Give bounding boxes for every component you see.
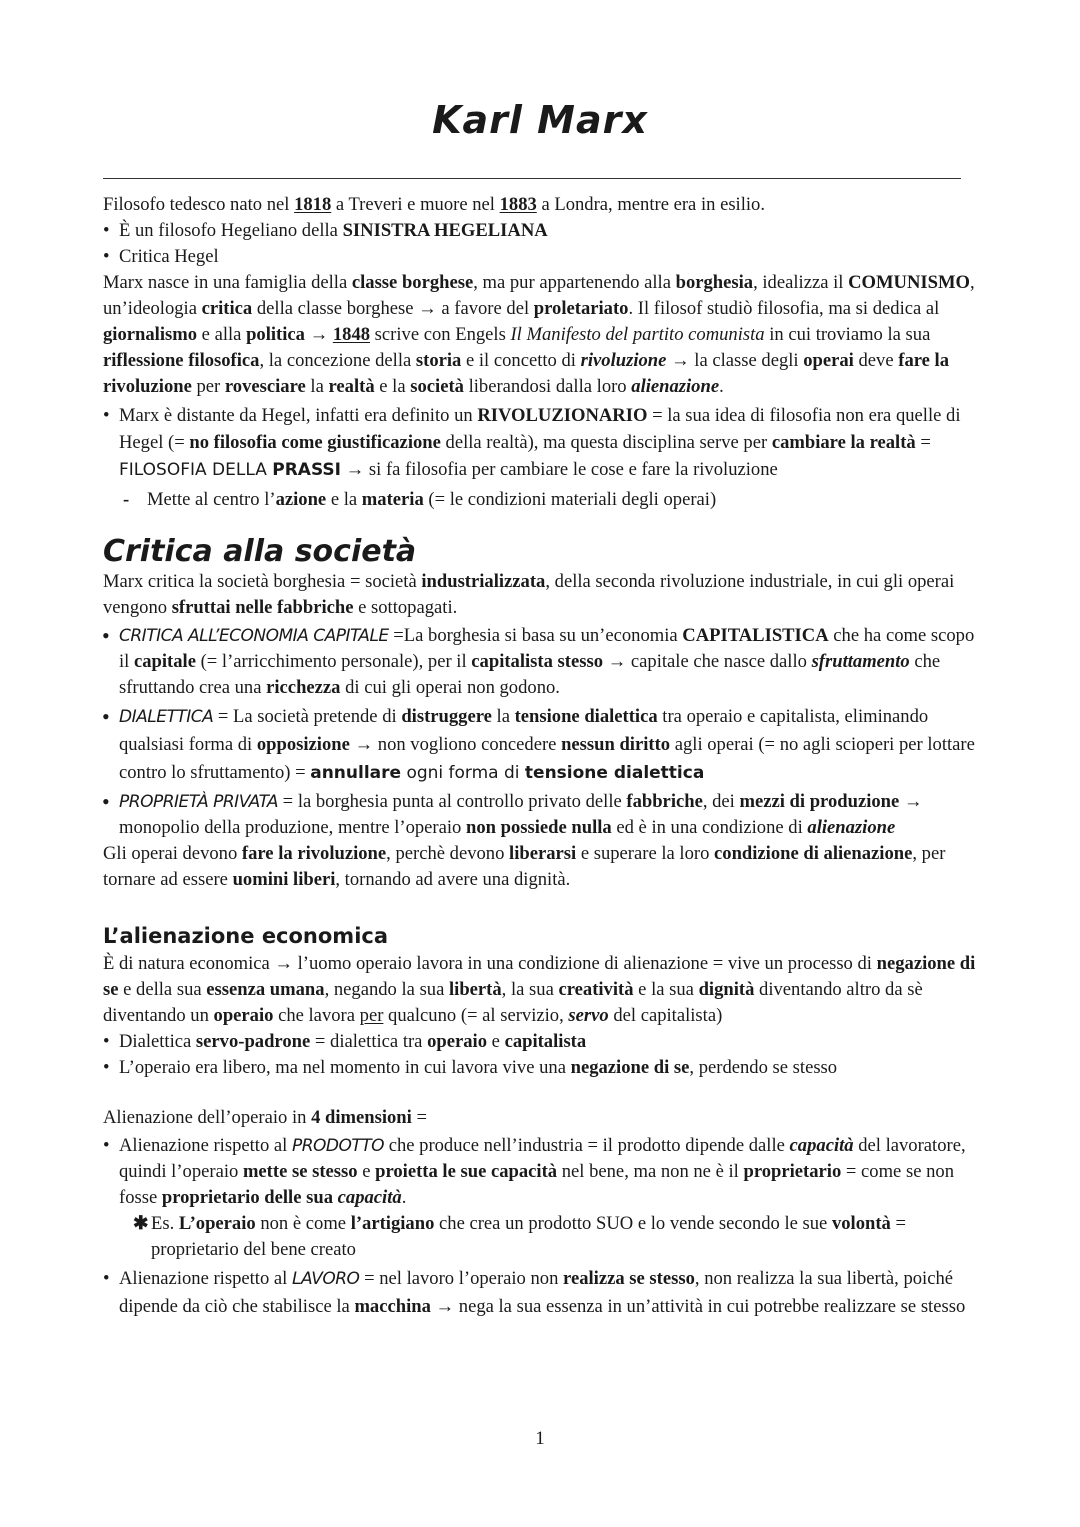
dimensioni-intro: Alienazione dell’operaio in 4 dimensioni = [103,1107,427,1128]
intro-paragraph: Filosofo tedesco nato nel 1818 a Treveri e muore nel 1883 a Londra, mentre era in esilio. [103,194,765,215]
subbullet-azione-materia: - Mette al centro l’azione e la materia (= le condizioni materiali degli operai) [103,487,981,513]
bullet-critica-hegel: • Critica Hegel [103,244,981,270]
section-heading-alienazione: L’alienazione economica [103,924,389,948]
page-number: 1 [535,1428,545,1449]
document-body [103,192,981,1320]
example-note: ✱ Es. L’operaio non è come l’artigiano che crea un prodotto SUO e lo vende secondo le sue volontà = proprietario del bene creato [133,1213,906,1260]
bullet-rivoluzionario: • Marx è distante da Hegel, infatti era definito un RIVOLUZIONARIO = la sua idea di filosofia non era quelle di Hegel (= no filosofia come giustificazione della realtà), ma questa disciplina serve per cambiare la realtà = FILOSOFIA DELLA PRASSI → si fa filosofia per cambiare le cose e fare la rivoluzione [103,402,981,484]
asterisk-icon: ✱ [133,1213,149,1234]
title-divider [103,178,961,179]
bullet-servo-padrone: • Dialettica servo-padrone = dialettica tra operaio e capitalista [103,1029,981,1055]
section-heading-critica: Critica alla società [103,534,417,569]
bullet-dialettica: • DIALETTICA = La società pretende di distruggere la tensione dialettica tra operaio e capitalista, eliminando qualsiasi forma di opposizione → non vogliono concedere nessun diritto agli operai (= no agli scioperi per lottare contro lo sfruttamento) = annullare ogni forma di tensione dialettica [103,703,981,787]
bullet-hegelian: • È un filosofo Hegeliano della SINISTRA HEGELIANA [103,218,981,244]
bullet-economia-capitale: • CRITICA ALL’ECONOMIA CAPITALE =La borghesia si basa su un’economia CAPITALISTICA che ha come scopo il capitale (= l’arricchimento personale), per il capitalista stesso → capitale che nasce dallo sfruttamento che sfruttando crea una ricchezza di cui gli operai non godono. [103,623,981,701]
bullet-negazione: • L’operaio era libero, ma nel momento in cui lavora vive una negazione di se, perdendo se stesso [103,1055,981,1081]
biography-paragraph: Marx nasce in una famiglia della classe borghese, ma pur appartenendo alla borghesia, idealizza il COMUNISMO, un’ideologia critica della classe borghese → a favore del proletariato. Il filosof studiò filosofia, ma si dedica al giornalismo e alla politica → 1848 scrive con Engels Il Manifesto del partito comunista in cui troviamo la sua riflessione filosofica, la concezione della storia e il concetto di rivoluzione → la classe degli operai deve fare la rivoluzione per rovesciare la realtà e la società liberandosi dalla loro alienazione. [103,272,975,397]
page-title: Karl Marx [432,98,648,142]
critica-paragraph: Marx critica la società borghesia = società industrializzata, della seconda rivoluzione industriale, in cui gli operai vengono sfruttai nelle fabbriche e sottopagati. [103,571,955,618]
bullet-prodotto: • Alienazione rispetto al PRODOTTO che produce nell’industria = il prodotto dipende dalle capacità del lavoratore, quindi l’operaio mette se stesso e proietta le sue capacità nel bene, ma non ne è il proprietario = come se non fosse proprietario delle sua capacità. [103,1133,981,1211]
bullet-proprieta-privata: • PROPRIETÀ PRIVATA = la borghesia punta al controllo privato delle fabbriche, dei mezzi di produzione → monopolio della produzione, mentre l’operaio non possiede nulla ed è in una condizione di alienazione [103,789,981,841]
rivoluzione-paragraph: Gli operai devono fare la rivoluzione, perchè devono liberarsi e superare la loro condizione di alienazione, per tornare ad essere uomini liberi, tornando ad avere una dignità. [103,843,946,890]
bullet-lavoro: • Alienazione rispetto al LAVORO = nel lavoro l’operaio non realizza se stesso, non realizza la sua libertà, poiché dipende da ciò che stabilisce la macchina → nega la sua essenza in un’attività in cui potrebbe realizzare se stesso [103,1265,981,1320]
alienazione-paragraph: È di natura economica → l’uomo operaio lavora in una condizione di alienazione = vive un processo di negazione di se e della sua essenza umana, negando la sua libertà, la sua creatività e la sua dignità diventando altro da sè diventando un operaio che lavora per qualcuno (= al servizio, servo del capitalista) [103,953,976,1026]
